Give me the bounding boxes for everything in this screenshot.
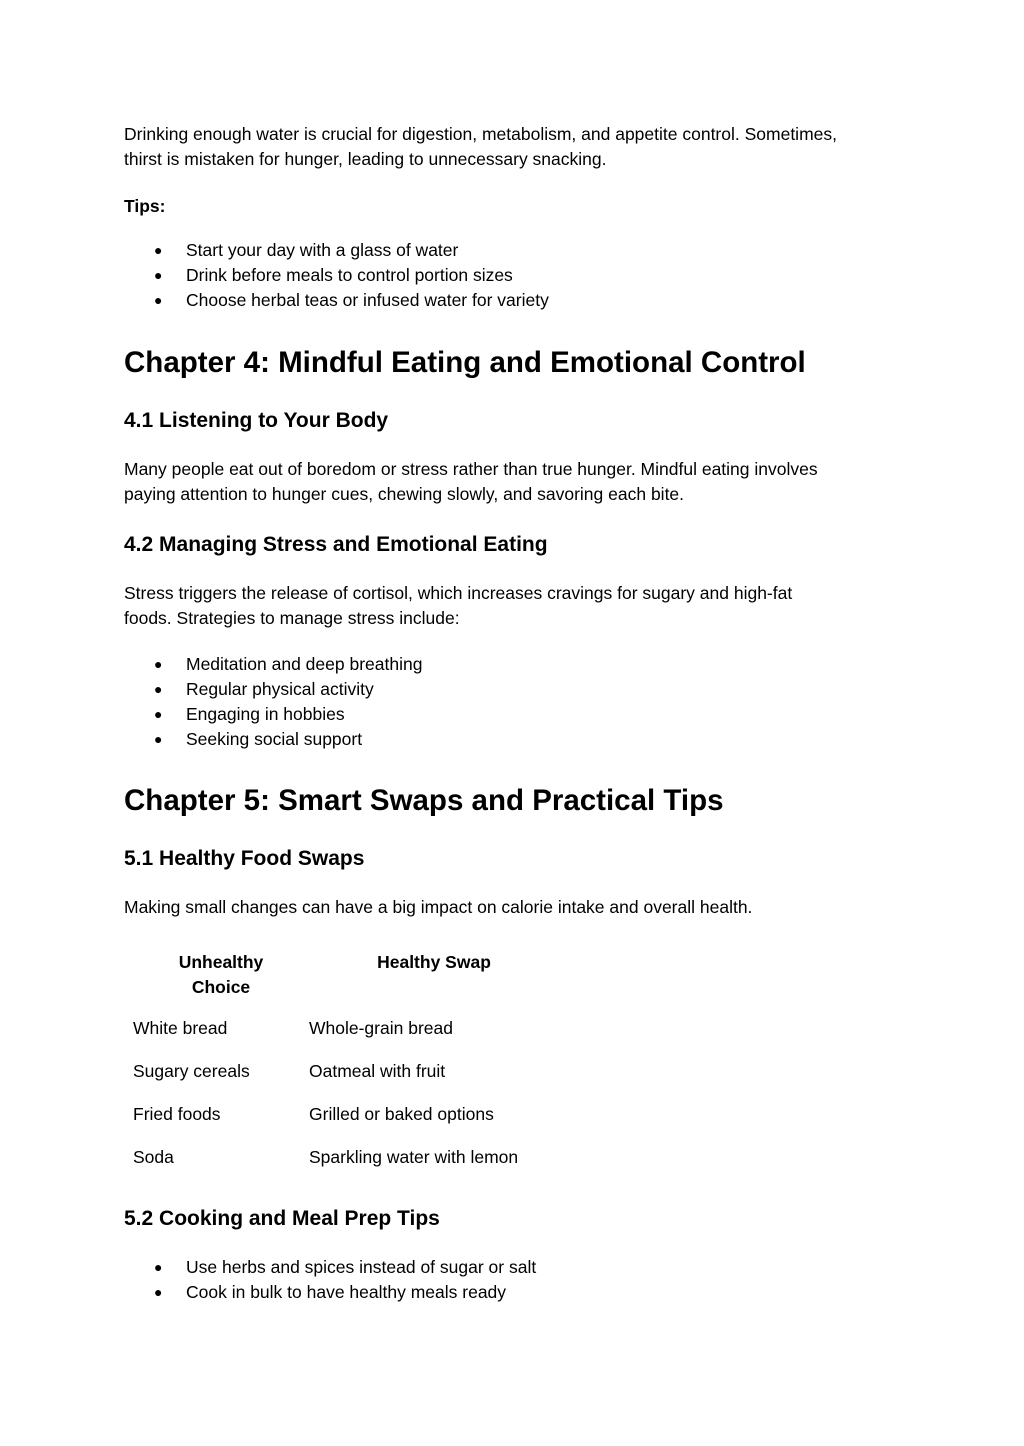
bullet-icon: ● — [154, 242, 163, 258]
table-cell-healthy: Sparkling water with lemon — [309, 1147, 519, 1167]
bullet-icon: ● — [154, 1284, 163, 1300]
list-item: ● Use herbs and spices instead of sugar or salt — [124, 1255, 536, 1280]
bullet-icon: ● — [154, 681, 163, 697]
table-row — [124, 1016, 559, 1059]
list-item: ● Choose herbal teas or infused water for variety — [124, 288, 549, 313]
bullet-icon: ● — [154, 267, 163, 283]
tips-list — [124, 238, 549, 313]
table-cell-unhealthy: White bread — [133, 1018, 228, 1038]
list-item: ● Start your day with a glass of water — [124, 238, 549, 263]
list-item: ● Drink before meals to control portion sizes — [124, 263, 549, 288]
table-row — [124, 1145, 559, 1188]
cooking-tips-list — [124, 1255, 536, 1305]
stress-strategies-list — [124, 652, 422, 752]
table-row — [124, 1059, 559, 1102]
table-row — [124, 1102, 559, 1145]
section-4-2-line-1: Stress triggers the release of cortisol, which increases cravings for sugary and high-fat — [124, 583, 793, 603]
list-item: ● Meditation and deep breathing — [124, 652, 422, 677]
chapter-4-title: Chapter 4: Mindful Eating and Emotional Control — [124, 346, 806, 379]
section-4-1-line-1: Many people eat out of boredom or stress rather than true hunger. Mindful eating involves — [124, 459, 818, 479]
bullet-icon: ● — [154, 656, 163, 672]
table-cell-healthy: Oatmeal with fruit — [309, 1061, 446, 1081]
hydration-paragraph-line-1: Drinking enough water is crucial for digestion, metabolism, and appetite control. Sometimes, — [124, 124, 837, 144]
chapter-5-title: Chapter 5: Smart Swaps and Practical Tips — [124, 784, 724, 817]
list-item: ● Cook in bulk to have healthy meals ready — [124, 1280, 536, 1305]
table-cell-unhealthy: Soda — [133, 1147, 174, 1167]
table-cell-unhealthy: Fried foods — [133, 1104, 221, 1124]
bullet-icon: ● — [154, 731, 163, 747]
section-4-2-line-2: foods. Strategies to manage stress include: — [124, 608, 460, 628]
tips-label: Tips: — [124, 196, 166, 216]
bullet-icon: ● — [154, 292, 163, 308]
table-header-healthy-swap: Healthy Swap — [377, 952, 491, 972]
section-5-1-title: 5.1 Healthy Food Swaps — [124, 847, 365, 870]
bullet-icon: ● — [154, 706, 163, 722]
hydration-paragraph-line-2: thirst is mistaken for hunger, leading to unnecessary snacking. — [124, 149, 607, 169]
section-4-2-title: 4.2 Managing Stress and Emotional Eating — [124, 533, 548, 556]
list-item: ● Engaging in hobbies — [124, 702, 422, 727]
list-item: ● Regular physical activity — [124, 677, 422, 702]
section-5-1-intro: Making small changes can have a big impact on calorie intake and overall health. — [124, 897, 753, 917]
table-header-unhealthy-choice: Unhealthy Choice — [178, 952, 264, 997]
section-4-1-line-2: paying attention to hunger cues, chewing slowly, and savoring each bite. — [124, 484, 685, 504]
table-cell-unhealthy: Sugary cereals — [133, 1061, 250, 1081]
bullet-icon: ● — [154, 1259, 163, 1275]
table-header-row — [124, 950, 559, 1016]
section-5-2-title: 5.2 Cooking and Meal Prep Tips — [124, 1207, 440, 1230]
table-cell-healthy: Whole-grain bread — [309, 1018, 453, 1038]
list-item: ● Seeking social support — [124, 727, 422, 752]
food-swap-table — [124, 950, 559, 1188]
section-4-1-title: 4.1 Listening to Your Body — [124, 409, 389, 432]
table-cell-healthy: Grilled or baked options — [309, 1104, 494, 1124]
